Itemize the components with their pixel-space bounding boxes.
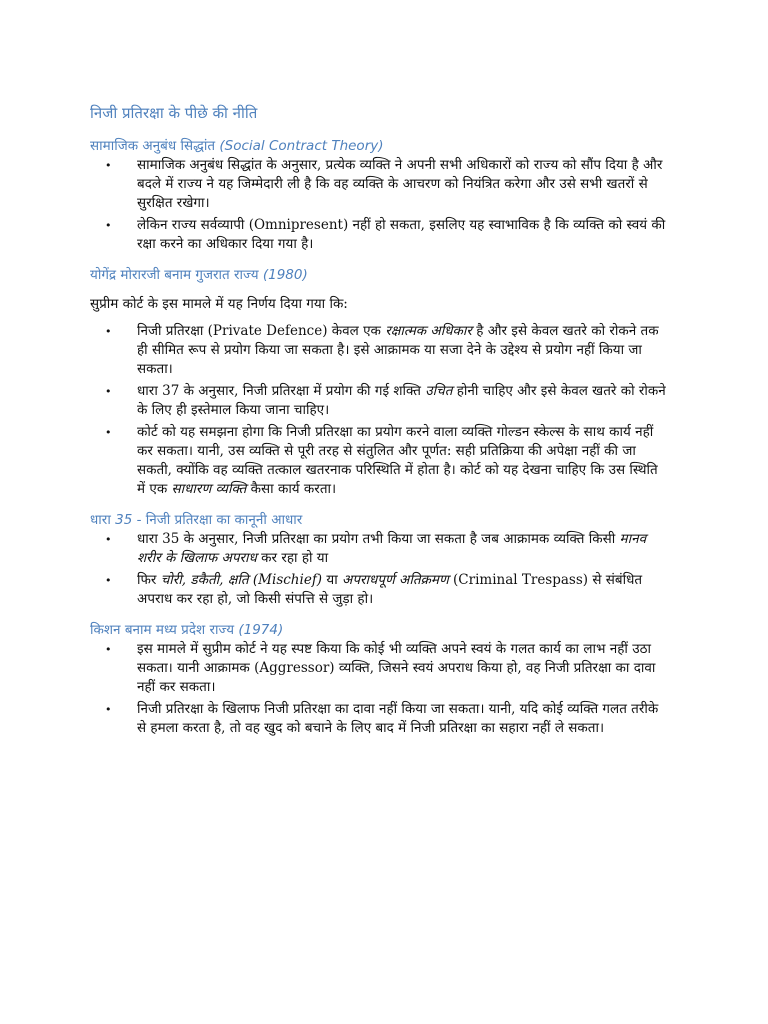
section-heading-kishan-case <box>90 621 668 640</box>
list-item <box>90 530 668 568</box>
list-item-text: (Criminal Trespass) से संबंधित अपराध कर रहा हो, जो किसी संपत्ति से जुड़ा हो। <box>137 572 643 607</box>
section-heading-text: धारा <box>90 512 116 528</box>
list-item-text: होनी चाहिए और इसे केवल खतरे को रोकने के लिए ही इस्तेमाल किया जाना चाहिए। <box>137 383 666 418</box>
list-item-text: या <box>322 572 342 588</box>
list-item <box>90 382 668 420</box>
section-heading-text: - निजी प्रतिरक्षा का कानूनी आधार <box>132 512 303 528</box>
emphasis-text: साधारण व्यक्ति <box>171 481 247 497</box>
bullet-list-kishan-case <box>90 640 668 738</box>
section-heading-text: योगेंद्र मोरारजी बनाम गुजरात राज्य <box>90 267 259 283</box>
list-item: • इस मामले में सुप्रीम कोर्ट ने यह स्पष्ट किया कि कोई भी व्यक्ति अपने स्वयं के गलत कार्य का लाभ नहीं उठा सकता। यानी आक्रामक (Aggressor) व्यक्ति, जिसने स्वयं अपराध किया हो, वह निजी प्रतिरक्षा का दावा नहीं कर सकता। <box>90 640 668 697</box>
section-heading-year: (1974) <box>238 622 284 638</box>
emphasis-text: मानव शरीर के खिलाफ अपराध <box>137 531 647 566</box>
list-item-text: निजी प्रतिरक्षा (Private Defence) केवल एक <box>137 323 386 339</box>
page-title: निजी प्रतिरक्षा के पीछे की नीति <box>90 104 258 122</box>
list-item-text: धारा 37 के अनुसार, निजी प्रतिरक्षा में प्रयोग की गई शक्ति <box>137 383 426 399</box>
list-item-text: धारा 35 के अनुसार, निजी प्रतिरक्षा का प्रयोग तभी किया जा सकता है जब आक्रामक व्यक्ति किसी <box>137 531 620 547</box>
section-intro: सुप्रीम कोर्ट के इस मामले में यह निर्णय दिया गया कि: <box>90 296 348 312</box>
list-item <box>90 322 668 379</box>
list-item-text: कर रहा हो या <box>256 550 329 566</box>
list-item <box>90 571 668 609</box>
list-item-text: है और इसे केवल खतरे को रोकने तक ही सीमित रूप से प्रयोग किया जा सकता है। इसे आक्रामक या सजा देने के उद्देश्य से प्रयोग नहीं किया जा सकता। <box>137 323 659 377</box>
list-item: • लेकिन राज्य सर्वव्यापी (Omnipresent) नहीं हो सकता, इसलिए यह स्वाभाविक है कि व्यक्ति को स्वयं की रक्षा करने का अधिकार दिया गया है। <box>90 216 668 254</box>
emphasis-text: रक्षात्मक अधिकार <box>385 323 472 339</box>
emphasis-text: उचित <box>425 383 453 399</box>
section-number: 35 <box>115 512 133 528</box>
section-heading-english: (Social Contract Theory) <box>219 138 384 154</box>
section-heading-section-35 <box>90 511 668 530</box>
section-heading-year: (1980) <box>262 267 308 283</box>
emphasis-text: चोरी, डकैती, क्षति (Mischief) <box>160 572 323 588</box>
bullet-list-social-contract <box>90 156 668 254</box>
section-heading-yogendra-case <box>90 266 668 285</box>
bullet-list-yogendra-case <box>90 322 668 499</box>
section-heading-text: सामाजिक अनुबंध सिद्धांत <box>90 138 216 154</box>
list-item: • सामाजिक अनुबंध सिद्धांत के अनुसार, प्रत्येक व्यक्ति ने अपनी सभी अधिकारों को राज्य को सौंप दिया है और बदले में राज्य ने यह जिम्मेदारी ली है कि वह व्यक्ति के आचरण को नियंत्रित करेगा और उसे सभी खतरों से सुरक्षित रखेगा। <box>90 156 668 213</box>
list-item: • निजी प्रतिरक्षा के खिलाफ निजी प्रतिरक्षा का दावा नहीं किया जा सकता। यानी, यदि कोई व्यक्ति गलत तरीके से हमला करता है, तो वह खुद को बचाने के लिए बाद में निजी प्रतिरक्षा का सहारा नहीं ले सकता। <box>90 700 668 738</box>
list-item-text: कैसा कार्य करता। <box>246 481 337 497</box>
list-item <box>90 423 668 499</box>
section-heading-text: किशन बनाम मध्य प्रदेश राज्य <box>90 622 235 638</box>
list-item-text: फिर <box>137 572 161 588</box>
emphasis-text: अपराधपूर्ण अतिक्रमण <box>342 572 449 588</box>
section-heading-social-contract <box>90 137 668 156</box>
list-item-text: कोर्ट को यह समझना होगा कि निजी प्रतिरक्षा का प्रयोग करने वाला व्यक्ति गोल्डन स्केल्स के साथ कार्य नहीं कर सकता। यानी, उस व्यक्ति से पूरी तरह से संतुलित और पूर्णत: सही प्रतिक्रिया की अपेक्षा नहीं की जा सकती, क्योंकि वह व्यक्ति तत्काल खतरनाक परिस्थिति में होता है। कोर्ट को यह देखना चाहिए कि उस स्थिति में एक <box>137 424 658 497</box>
bullet-list-section-35 <box>90 530 668 609</box>
